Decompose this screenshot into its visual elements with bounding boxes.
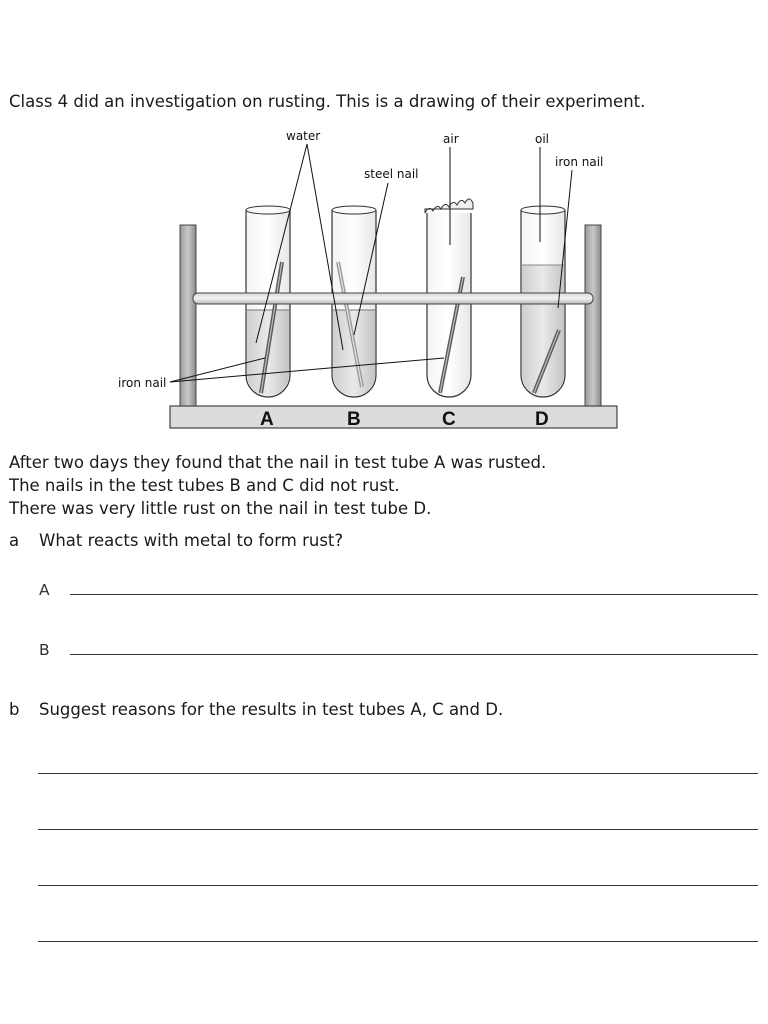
result-line-1: After two days they found that the nail in test tube A was rusted. — [9, 453, 547, 472]
answer-a-label: A — [39, 581, 50, 599]
label-iron-nail-left: iron nail — [118, 376, 167, 390]
answer-b-line[interactable] — [70, 654, 758, 655]
label-oil: oil — [535, 132, 550, 146]
tube-label-b: B — [347, 409, 361, 430]
rusting-experiment-diagram — [110, 125, 630, 435]
label-air: air — [443, 132, 459, 146]
question-b-marker: b — [9, 700, 20, 719]
label-iron-nail-right: iron nail — [555, 155, 604, 169]
question-a-marker: a — [9, 531, 20, 550]
rack-bar — [193, 293, 593, 304]
stand-base — [170, 406, 617, 428]
result-line-2: The nails in the test tubes B and C did not rust. — [9, 476, 400, 495]
stand-post-right — [585, 225, 601, 410]
result-line-3: There was very little rust on the nail in test tube D. — [9, 499, 432, 518]
tube-label-a: A — [260, 409, 274, 430]
stand-post-left — [180, 225, 196, 410]
label-water: water — [286, 129, 321, 143]
question-a-text: What reacts with metal to form rust? — [39, 531, 344, 550]
answer-line-4[interactable] — [38, 941, 758, 942]
answer-line-1[interactable] — [38, 773, 758, 774]
label-steel-nail: steel nail — [364, 167, 419, 181]
answer-b-label: B — [39, 641, 50, 659]
answer-line-2[interactable] — [38, 829, 758, 830]
answer-line-3[interactable] — [38, 885, 758, 886]
tube-label-c: C — [442, 409, 456, 430]
intro-text: Class 4 did an investigation on rusting. This is a drawing of their experiment. — [9, 92, 646, 111]
answer-a-line[interactable] — [70, 594, 758, 595]
question-b-text: Suggest reasons for the results in test tubes A, C and D. — [39, 700, 504, 719]
tube-label-d: D — [535, 409, 549, 430]
